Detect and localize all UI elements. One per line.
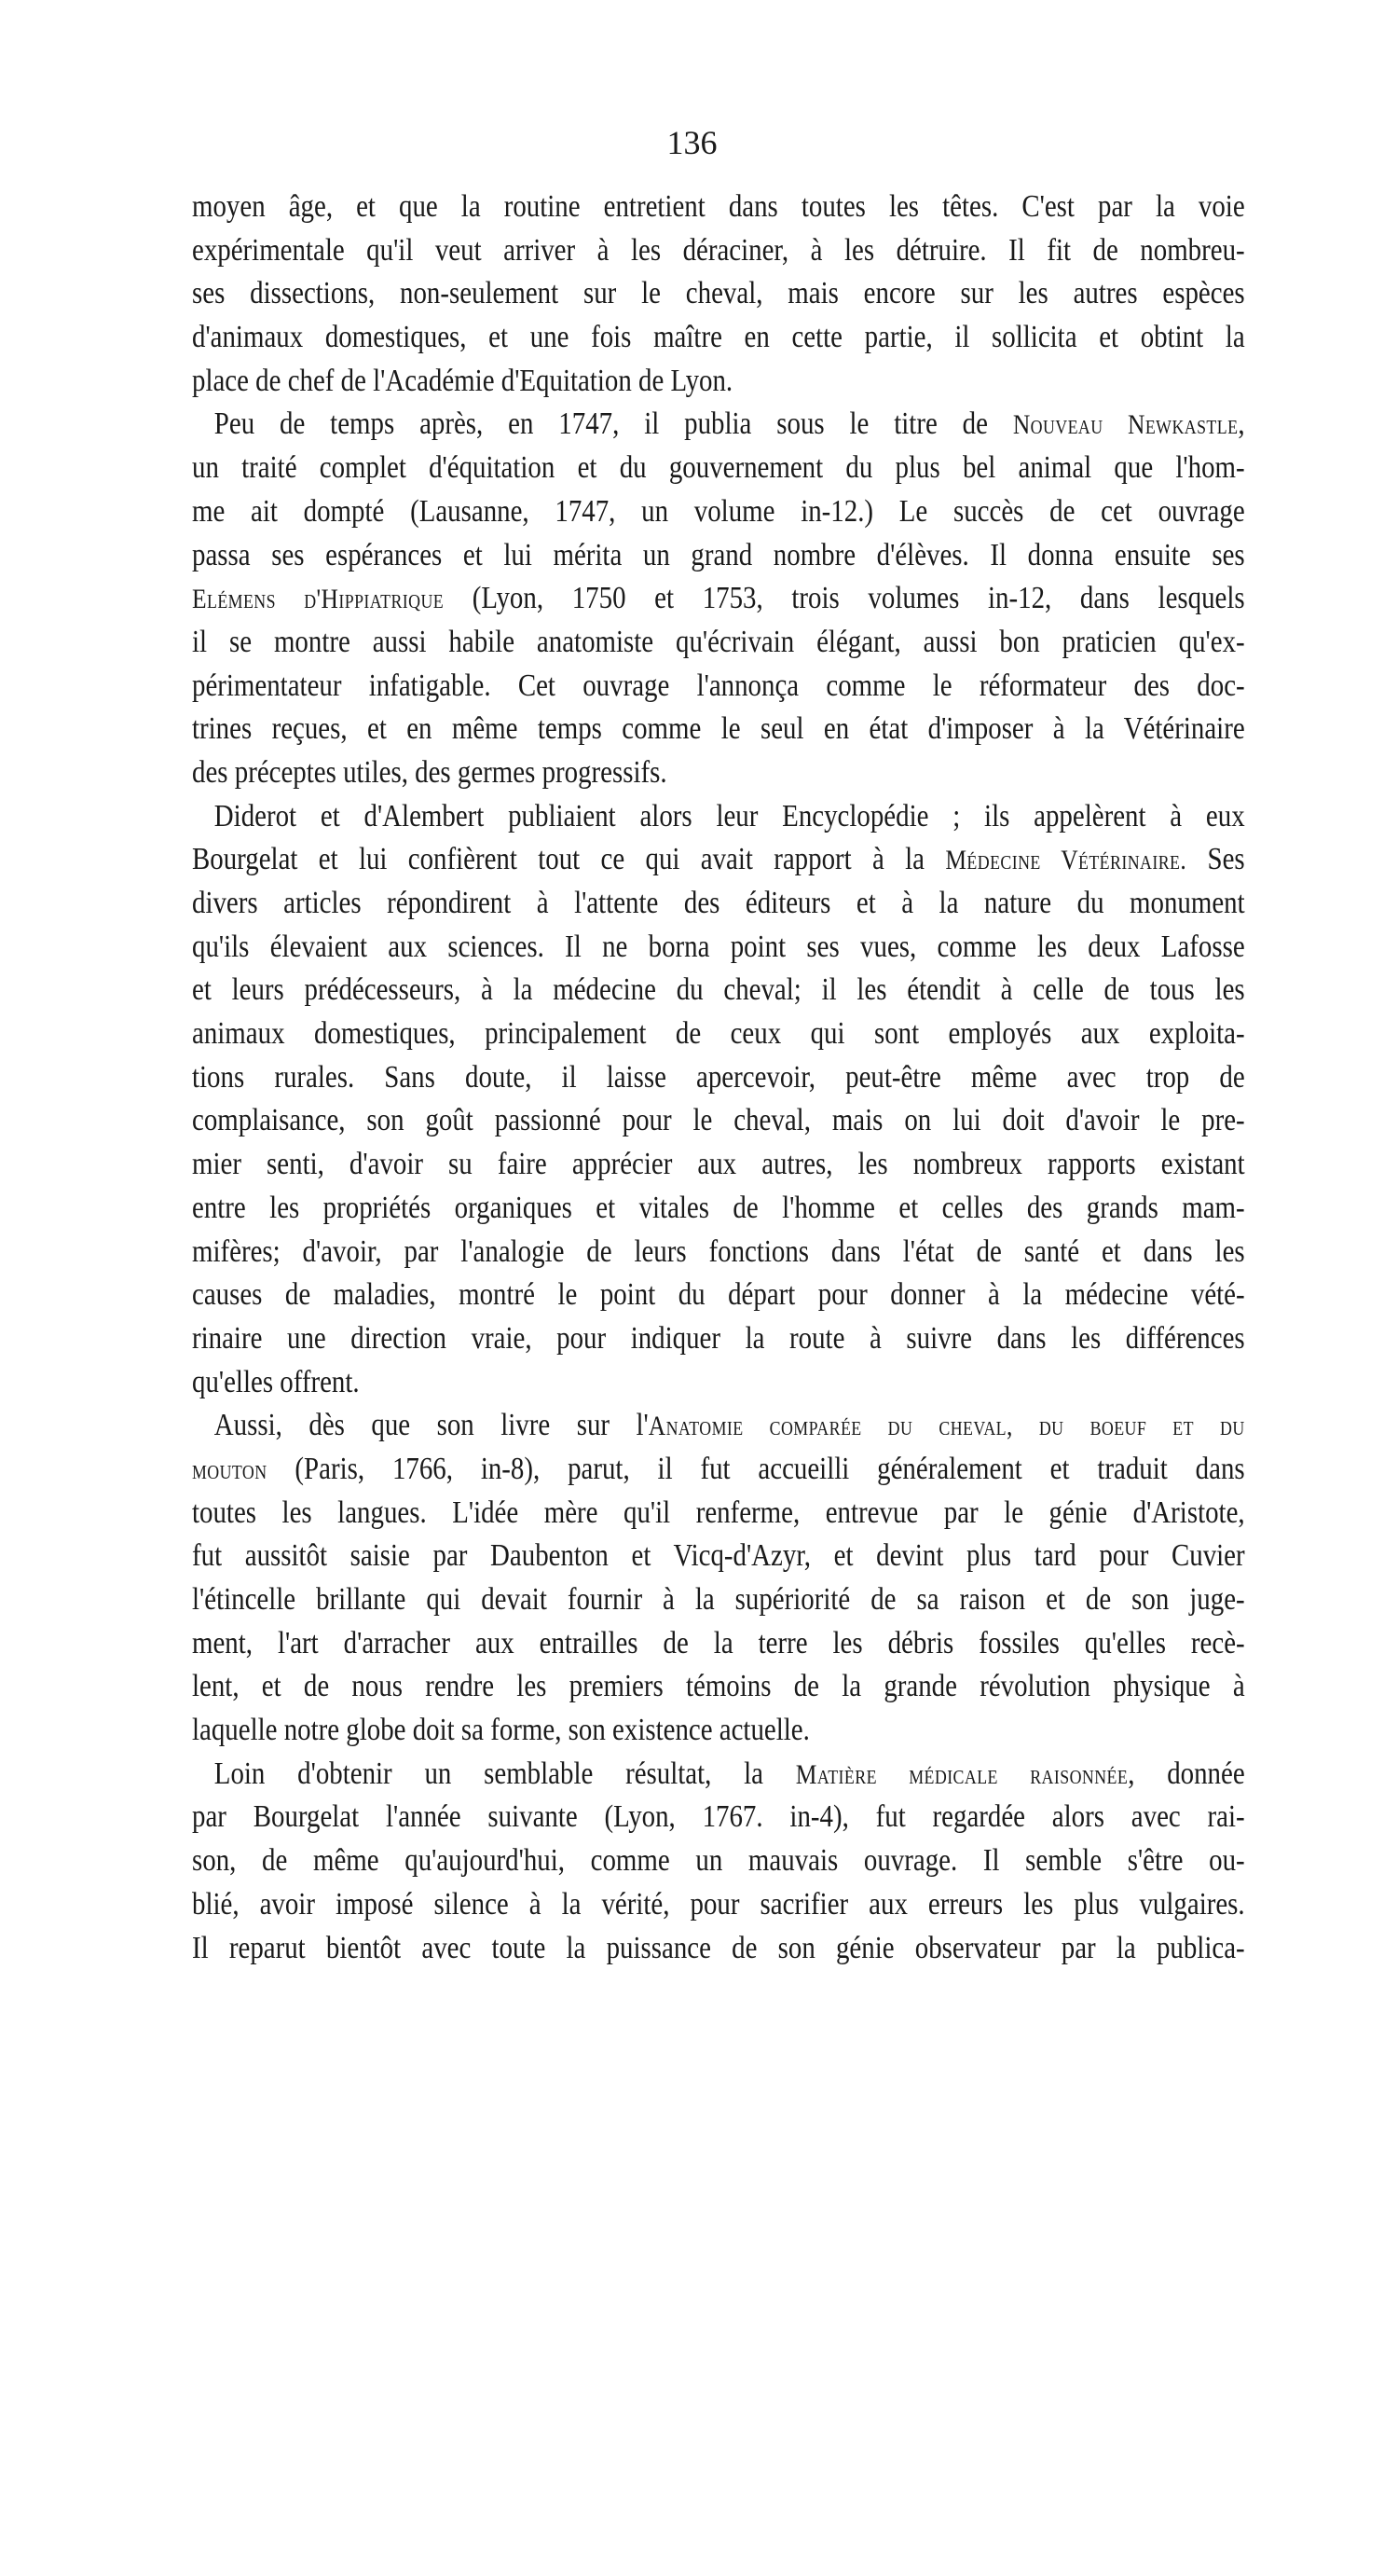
text-segment: Loin d'obtenir un semblable résultat, la [213, 1756, 796, 1791]
text-segment: moyen âge, et que la routine entretient dans toutes les têtes. C'est par la voie [192, 189, 1245, 224]
text-segment: Il reparut bientôt avec toute la puissance de son génie observateur par la publica- [192, 1930, 1245, 1965]
text-line [192, 1056, 1245, 1100]
small-caps-title: mouton [192, 1453, 267, 1485]
text-line [192, 1622, 1245, 1666]
small-caps-title: Matière médicale raisonnée [795, 1758, 1129, 1790]
text-segment: entre les propriétés organiques et vitales de l'homme et celles des grands mam- [192, 1190, 1245, 1225]
text-line [192, 447, 1245, 490]
text-line [192, 795, 1245, 839]
text-line [192, 534, 1245, 578]
text-line [192, 360, 1245, 404]
text-segment: son, de même qu'aujourd'hui, comme un mauvais ouvrage. Il semble s'être ou- [192, 1843, 1245, 1879]
text-segment: ment, l'art d'arracher aux entrailles de la terre les débris fossiles qu'elles recè- [192, 1625, 1245, 1660]
text-line [192, 577, 1245, 621]
small-caps-title: Nouveau Newkastle [1012, 409, 1239, 441]
text-segment: complaisance, son goût passionné pour le cheval, mais on lui doit d'avoir le pre- [192, 1103, 1245, 1138]
text-line [192, 838, 1245, 882]
text-line [192, 229, 1245, 273]
text-line [192, 272, 1245, 316]
text-segment: un traité complet d'équitation et du gouvernement du plus bel animal que l'hom- [192, 450, 1245, 486]
text-segment: blié, avoir imposé silence à la vérité, pour sacrifier aux erreurs les plus vulgaires. [192, 1886, 1245, 1922]
text-segment: par Bourgelat l'année suivante (Lyon, 1767. in-4), fut regardée alors avec rai- [192, 1799, 1245, 1835]
text-segment: d'animaux domestiques, et une fois maître en cette partie, il sollicita et obtint la [192, 320, 1245, 355]
text-line [192, 1535, 1245, 1578]
text-line [192, 1274, 1245, 1317]
text-segment: passa ses espérances et lui mérita un grand nombre d'élèves. Il donna ensuite ses [192, 537, 1245, 572]
text-line [192, 969, 1245, 1012]
text-line [192, 1187, 1245, 1231]
text-segment: , donnée [1128, 1756, 1245, 1791]
text-line [192, 1665, 1245, 1709]
text-segment: divers articles répondirent à l'attente des éditeurs et à la nature du monument [192, 886, 1245, 920]
text-segment: me ait dompté (Lausanne, 1747, un volume in-12.) Le succès de cet ouvrage [192, 493, 1245, 529]
text-line [192, 882, 1245, 926]
text-segment: ses dissections, non-seulement sur le cheval, mais encore sur les autres espèces [192, 276, 1245, 311]
text-line [192, 1099, 1245, 1143]
text-line [192, 490, 1245, 534]
text-line [192, 926, 1245, 970]
text-segment: rinaire une direction vraie, pour indiquer la route à suivre dans les différences [192, 1320, 1245, 1356]
text-line [192, 1839, 1245, 1883]
text-segment: trines reçues, et en même temps comme le seul en état d'imposer à la Vétérinaire [192, 711, 1245, 747]
text-line [192, 316, 1245, 360]
text-segment: lent, et de nous rendre les premiers témoins de la grande révolution physique à [192, 1669, 1245, 1704]
text-line [192, 186, 1245, 229]
text-segment: tions rurales. Sans doute, il laisse apercevoir, peut-être même avec trop de [192, 1059, 1245, 1095]
text-segment: animaux domestiques, principalement de ceux qui sont employés aux exploita- [192, 1016, 1245, 1052]
text-line [192, 1404, 1245, 1448]
text-line [192, 1753, 1245, 1797]
text-segment: (Lyon, 1750 et 1753, trois volumes in-12, dans lesquels [444, 581, 1245, 616]
text-line [192, 708, 1245, 751]
text-line [192, 1361, 1245, 1405]
small-caps-title: Anatomie comparée du cheval, du boeuf et du [648, 1411, 1245, 1442]
text-segment: Peu de temps après, en 1747, il publia sous le titre de [213, 406, 1013, 442]
text-segment: (Paris, 1766, in-8), parut, il fut accueilli généralement et traduit dans [267, 1451, 1245, 1486]
text-line [192, 1883, 1245, 1927]
text-segment: des préceptes utiles, des germes progressifs. [192, 754, 667, 790]
text-segment: expérimentale qu'il veut arriver à les déraciner, à les détruire. Il fit de nombreu- [192, 232, 1245, 268]
text-segment: place de chef de l'Académie d'Equitation de Lyon. [192, 363, 733, 398]
text-segment: Aussi, dès que son livre sur l' [213, 1408, 649, 1443]
text-line [192, 751, 1245, 795]
text-line [192, 1709, 1245, 1753]
text-segment: laquelle notre globe doit sa forme, son existence actuelle. [192, 1713, 810, 1748]
text-segment: toutes les langues. L'idée mère qu'il renferme, entrevue par le génie d'Aristote, [192, 1495, 1245, 1530]
text-line [192, 1927, 1245, 1971]
text-segment: qu'elles offrent. [192, 1364, 360, 1399]
text-segment: , [1238, 406, 1245, 442]
text-segment: périmentateur infatigable. Cet ouvrage l'annonça comme le réformateur des doc- [192, 668, 1245, 703]
text-segment: Diderot et d'Alembert publiaient alors leur Encyclopédie ; ils appelèrent à eux [213, 798, 1245, 833]
text-segment: et leurs prédécesseurs, à la médecine du cheval; il les étendit à celle de tous les [192, 972, 1245, 1008]
text-line [192, 665, 1245, 709]
text-line [192, 1317, 1245, 1361]
text-line [192, 621, 1245, 665]
small-caps-title: Elémens d'Hippiatrique [192, 584, 445, 615]
page-number: 136 [666, 124, 718, 161]
text-segment: fut aussitôt saisie par Daubenton et Vicq-d'Azyr, et devint plus tard pour Cuvier [192, 1538, 1245, 1574]
text-segment: il se montre aussi habile anatomiste qu'écrivain élégant, aussi bon praticien qu'ex- [192, 624, 1245, 659]
text-line [192, 1796, 1245, 1839]
text-segment: causes de maladies, montré le point du départ pour donner à la médecine vété- [192, 1277, 1245, 1313]
text-segment: mier senti, d'avoir su faire apprécier aux autres, les nombreux rapports existant [192, 1147, 1245, 1182]
text-line [192, 1448, 1245, 1492]
text-line [192, 1231, 1245, 1274]
small-caps-title: Médecine Vétérinaire. [945, 845, 1187, 876]
text-line [192, 1492, 1245, 1536]
text-segment: Ses [1186, 842, 1245, 877]
text-segment: qu'ils élevaient aux sciences. Il ne borna point ses vues, comme les deux Lafosse [192, 929, 1245, 964]
text-segment: l'étincelle brillante qui devait fournir à la supériorité de sa raison et de son juge- [192, 1582, 1245, 1617]
text-line [192, 1578, 1245, 1622]
body-text [192, 186, 1245, 1970]
text-segment: Bourgelat et lui confièrent tout ce qui avait rapport à la [192, 842, 946, 877]
text-line [192, 1012, 1245, 1056]
text-line [192, 403, 1245, 447]
text-line [192, 1143, 1245, 1187]
text-segment: mifères; d'avoir, par l'analogie de leurs fonctions dans l'état de santé et dans les [192, 1233, 1245, 1269]
